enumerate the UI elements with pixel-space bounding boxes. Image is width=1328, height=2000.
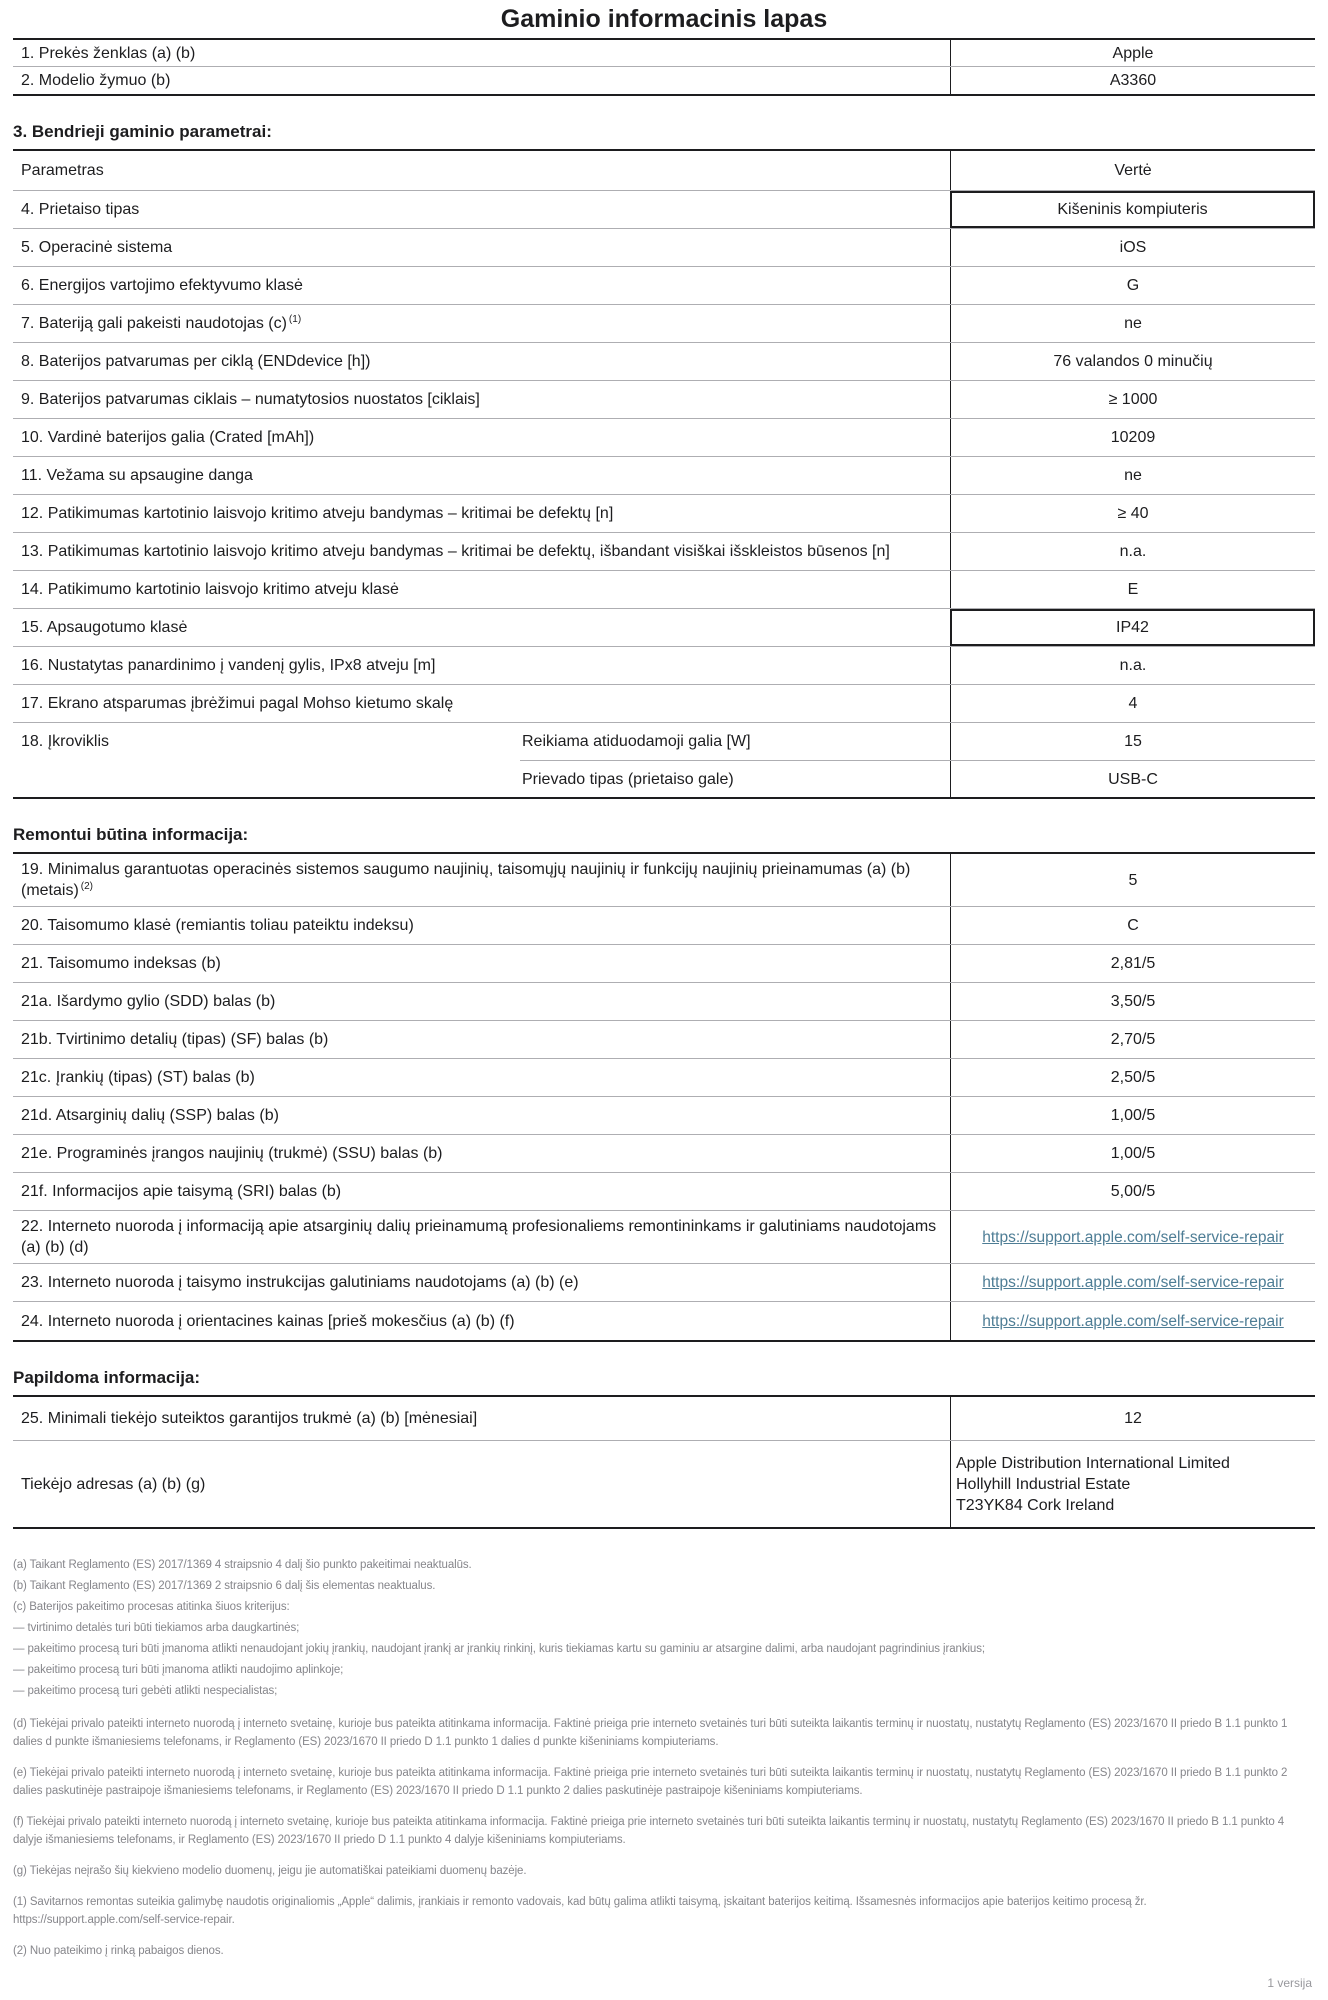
row-value: 2,70/5 — [950, 1021, 1315, 1058]
row-label: 1. Prekės ženklas (a) (b) — [21, 44, 196, 62]
footnote: (1) Savitarnos remontas suteikia galimybę naudotis originaliomis „Apple“ dalimis, įrankiais ir remonto vadovais, kad būtų galima atlikti taisymą, įskaitant baterijos keitimą. Išsamesnės informacijos apie baterijos keitimo procesą žr. https://support.apple.com/self-service-repair. — [13, 1893, 1315, 1929]
row-label: 20. Taisomumo klasė (remiantis toliau pateiktu indeksu) — [21, 917, 414, 934]
page-title: Gaminio informacinis lapas — [500, 5, 828, 33]
row-value: ≥ 1000 — [950, 381, 1315, 418]
table-row — [13, 495, 1315, 533]
table-row — [13, 854, 1315, 907]
row-label: 21d. Atsarginių dalių (SSP) balas (b) — [21, 1107, 279, 1124]
row-value: 76 valandos 0 minučių — [950, 343, 1315, 380]
footnote: (2) Nuo pateikimo į rinką pabaigos dienos. — [13, 1945, 224, 1957]
footnote-ref-2: (2) — [80, 880, 94, 892]
row-label: 9. Baterijos patvarumas ciklais – numatytosios nuostatos [ciklais] — [21, 391, 480, 408]
table-row — [13, 533, 1315, 571]
column-header-parameter: Parametras — [21, 162, 104, 179]
table-row — [13, 1441, 1315, 1527]
supplier-address — [950, 1441, 1315, 1527]
row-label: 24. Interneto nuoroda į orientacines kainas [prieš mokesčius (a) (b) (f) — [21, 1312, 515, 1330]
row-label: 21c. Įrankių (tipas) (ST) balas (b) — [21, 1069, 255, 1086]
footnote: (c) Baterijos pakeitimo procesas atitinka šiuos kriterijus: — [13, 1601, 290, 1613]
row-value: n.a. — [950, 647, 1315, 684]
supplier-address-line: Hollyhill Industrial Estate — [956, 1475, 1131, 1493]
table-row — [13, 907, 1315, 945]
table-row — [13, 191, 1315, 229]
row-value: C — [950, 907, 1315, 944]
row-value: Apple — [950, 40, 1315, 66]
table-row — [520, 760, 1315, 797]
table-row — [13, 229, 1315, 267]
row-value: 2,81/5 — [950, 945, 1315, 982]
row-value: USB-C — [950, 761, 1315, 797]
table-row — [13, 305, 1315, 343]
repair-information-table — [13, 852, 1315, 1342]
row-value: ne — [950, 305, 1315, 342]
table-row — [13, 1302, 1315, 1340]
table-row — [520, 723, 1315, 760]
row-value — [950, 1302, 1315, 1340]
table-row — [13, 267, 1315, 305]
row-label: 4. Prietaiso tipas — [21, 201, 140, 218]
column-header-value: Vertė — [950, 151, 1315, 190]
general-parameters-table — [13, 149, 1315, 799]
row-value: 5 — [950, 854, 1315, 906]
row-label: 19. Minimalus garantuotas operacinės sistemos saugumo naujinių, taisomųjų naujinių ir funkcijų naujinių prieinamumas (a) (b) (metais) $^{(2)}$ — [21, 861, 911, 899]
row-label: 12. Patikimumas kartotinio laisvojo kritimo atveju bandymas – kritimai be defektų [n] — [21, 505, 614, 522]
row-value: n.a. — [950, 533, 1315, 570]
row-value: 12 — [950, 1397, 1315, 1440]
row-label: 10. Vardinė baterijos galia (Crated [mAh]) — [21, 429, 315, 446]
footnote: (e) Tiekėjai privalo pateikti interneto nuorodą į interneto svetainę, kurioje bus pateikta atitinkama informacija. Faktinė prieiga prie interneto svetainės turi būti suteikta laikantis terminų ir nuostatų, nustatytų Reglamento (ES) 2023/1670 II priedo B 1.1 punkto 2 dalies paskutinėje pastraipoje išmaniesiems telefonams, ir Reglamento (ES) 2023/1670 II priedo D 1.1 punkto 2 dalies paskutinėje pastraipoje kišeniniams kompiuteriams. — [13, 1767, 1288, 1797]
table-row — [13, 983, 1315, 1021]
table-row — [13, 343, 1315, 381]
row-label: 18. Įkroviklis — [21, 733, 110, 750]
row-value: 10209 — [950, 419, 1315, 456]
identification-table — [13, 38, 1315, 96]
row-label: 15. Apsaugotumo klasė — [21, 619, 188, 636]
footnote: (f) Tiekėjai privalo pateikti interneto nuorodą į interneto svetainę, kurioje bus pateikta atitinkama informacija. Faktinė prieiga prie interneto svetainės turi būti suteikta laikantis terminų ir nuostatų, nustatytų Reglamento (ES) 2023/1670 II priedo B 1.1 punkto 4 dalyje išmaniesiems telefonams, ir Reglamento (ES) 2023/1670 II priedo D 1.1 punkto 4 dalyje kišeniniams kompiuteriams. — [13, 1816, 1285, 1846]
row-label: 21f. Informacijos apie taisymą (SRI) balas (b) — [21, 1183, 342, 1200]
row-value: 4 — [950, 685, 1315, 722]
row-label: 25. Minimali tiekėjo suteiktos garantijos trukmė (a) (b) [mėnesiai] — [21, 1410, 478, 1427]
footnote-bullet: — pakeitimo procesą turi būti įmanoma atlikti nenaudojant jokių įrankių, naudojant įrankį ar įrankių rinkinį, kuris tiekiamas kartu su gaminiu ar atsargine dalimi, arba naudojant pagrindinius įrankius; — [13, 1643, 985, 1655]
row-label: 6. Energijos vartojimo efektyvumo klasė — [21, 277, 303, 294]
row-value: Kišeninis kompiuteris — [950, 191, 1315, 228]
table-row — [13, 1021, 1315, 1059]
row-label: 2. Modelio žymuo (b) — [21, 72, 171, 89]
row-label: 21b. Tvirtinimo detalių (tipas) (SF) balas (b) — [21, 1031, 329, 1048]
section-heading-additional: Papildoma informacija: — [13, 1368, 201, 1387]
footnotes — [13, 1555, 1315, 1960]
row-sub-label: Reikiama atiduodamoji galia [W] — [522, 733, 751, 750]
table-header-row — [13, 151, 1315, 191]
row-label: 16. Nustatytas panardinimo į vandenį gylis, IPx8 atveju [m] — [21, 657, 436, 674]
row-value: 1,00/5 — [950, 1097, 1315, 1134]
table-row — [13, 1135, 1315, 1173]
table-row — [13, 1097, 1315, 1135]
table-row — [13, 67, 1315, 94]
row-label: 7. Bateriją gali pakeisti naudotojas (c) $^{(1)}$ — [21, 313, 302, 332]
footnote-bullet: — pakeitimo procesą turi būti įmanoma atlikti naudojimo aplinkoje; — [13, 1664, 344, 1676]
table-row — [13, 609, 1315, 647]
row-value: A3360 — [950, 67, 1315, 94]
footnote: (d) Tiekėjai privalo pateikti interneto nuorodą į interneto svetainę, kurioje bus pateikta atitinkama informacija. Faktinė prieiga prie interneto svetainės turi būti suteikta laikantis terminų ir nuostatų, nustatytų Reglamento (ES) 2023/1670 II priedo B 1.1 punkto 1 dalies d punkte išmaniesiems telefonams, ir Reglamento (ES) 2023/1670 II priedo D 1.1 punkto 1 dalies d punkte kišeniniams kompiuteriams. — [13, 1718, 1288, 1748]
charger-row — [13, 723, 1315, 797]
self-service-repair-link[interactable]: https://support.apple.com/self-service-repair — [982, 1228, 1284, 1246]
row-value — [950, 1264, 1315, 1301]
row-value: ≥ 40 — [950, 495, 1315, 532]
footnote: (g) Tiekėjas neįrašo šių kiekvieno modelio duomenų, jeigu jie automatiškai pateikiami duomenų bazėje. — [13, 1865, 527, 1877]
table-row — [13, 419, 1315, 457]
row-label: 21e. Programinės įrangos naujinių (trukmė) (SSU) balas (b) — [21, 1145, 443, 1162]
row-label: 14. Patikimumo kartotinio laisvojo kritimo atveju klasė — [21, 581, 399, 598]
self-service-repair-link[interactable]: https://support.apple.com/self-service-repair — [982, 1274, 1284, 1291]
footnote-bullet: — pakeitimo procesą turi gebėti atlikti nespecialistas; — [13, 1685, 278, 1697]
row-label: 5. Operacinė sistema — [21, 239, 173, 256]
table-row — [13, 945, 1315, 983]
row-label: 13. Patikimumas kartotinio laisvojo kritimo atveju bandymas – kritimai be defektų, išbandant visiškai išskleistos būsenos [n] — [21, 543, 890, 560]
row-sub-label: Prievado tipas (prietaiso gale) — [522, 770, 734, 788]
row-value: G — [950, 267, 1315, 304]
row-value: 2,50/5 — [950, 1059, 1315, 1096]
table-row — [13, 1211, 1315, 1264]
row-value: iOS — [950, 229, 1315, 266]
row-label: 21a. Išardymo gylio (SDD) balas (b) — [21, 993, 276, 1010]
row-value: 3,50/5 — [950, 983, 1315, 1020]
row-value: ne — [950, 457, 1315, 494]
supplier-address-line: Apple Distribution International Limited — [956, 1454, 1230, 1472]
table-row — [13, 457, 1315, 495]
row-label: 8. Baterijos patvarumas per ciklą (ENDdevice [h]) — [21, 353, 371, 370]
row-value: 5,00/5 — [950, 1173, 1315, 1210]
row-label: 17. Ekrano atsparumas įbrėžimui pagal Mohso kietumo skalę — [21, 695, 454, 712]
section-heading-repair: Remontui būtina informacija: — [13, 825, 249, 844]
row-value: 15 — [950, 723, 1315, 760]
footnote-ref-1: (1) — [288, 313, 302, 325]
row-label: 21. Taisomumo indeksas (b) — [21, 955, 221, 972]
footnote: (b) Taikant Reglamento (ES) 2017/1369 2 straipsnio 6 dalį šis elementas neaktualus. — [13, 1580, 436, 1592]
row-label: 11. Vežama su apsaugine danga — [21, 467, 253, 484]
row-label: Tiekėjo adresas (a) (b) (g) — [21, 1475, 206, 1493]
row-value: E — [950, 571, 1315, 608]
table-row — [13, 40, 1315, 67]
footnote: (a) Taikant Reglamento (ES) 2017/1369 4 straipsnio 4 dalį šio punkto pakeitimai neaktualūs. — [13, 1559, 472, 1571]
additional-information-table — [13, 1395, 1315, 1529]
self-service-repair-link[interactable]: https://support.apple.com/self-service-repair — [982, 1312, 1284, 1330]
row-label: 22. Interneto nuoroda į informaciją apie atsarginių dalių prieinamumą profesionaliems remontininkams ir galutiniams naudotojams (a) (b) (d) — [21, 1218, 937, 1256]
table-row — [13, 685, 1315, 723]
row-value: IP42 — [950, 609, 1315, 646]
table-row — [13, 647, 1315, 685]
section-heading-general: 3. Bendrieji gaminio parametrai: — [13, 122, 272, 141]
table-row — [13, 1264, 1315, 1302]
supplier-address-line: T23YK84 Cork Ireland — [956, 1496, 1115, 1514]
row-value: 1,00/5 — [950, 1135, 1315, 1172]
table-row — [13, 1059, 1315, 1097]
row-value — [950, 1211, 1315, 1263]
table-row — [13, 571, 1315, 609]
table-row — [13, 1173, 1315, 1211]
table-row — [13, 1397, 1315, 1441]
table-row — [13, 381, 1315, 419]
charger-sub-table — [520, 723, 1315, 797]
footnote-url: https://support.apple.com/self-service-repair. — [13, 1914, 235, 1926]
footnote-bullet: — tvirtinimo detalės turi būti tiekiamos arba daugkartinės; — [13, 1622, 300, 1634]
row-label: 23. Interneto nuoroda į taisymo instrukcijas galutiniams naudotojams (a) (b) (e) — [21, 1274, 579, 1291]
version-label: 1 versija — [1267, 1976, 1312, 1990]
